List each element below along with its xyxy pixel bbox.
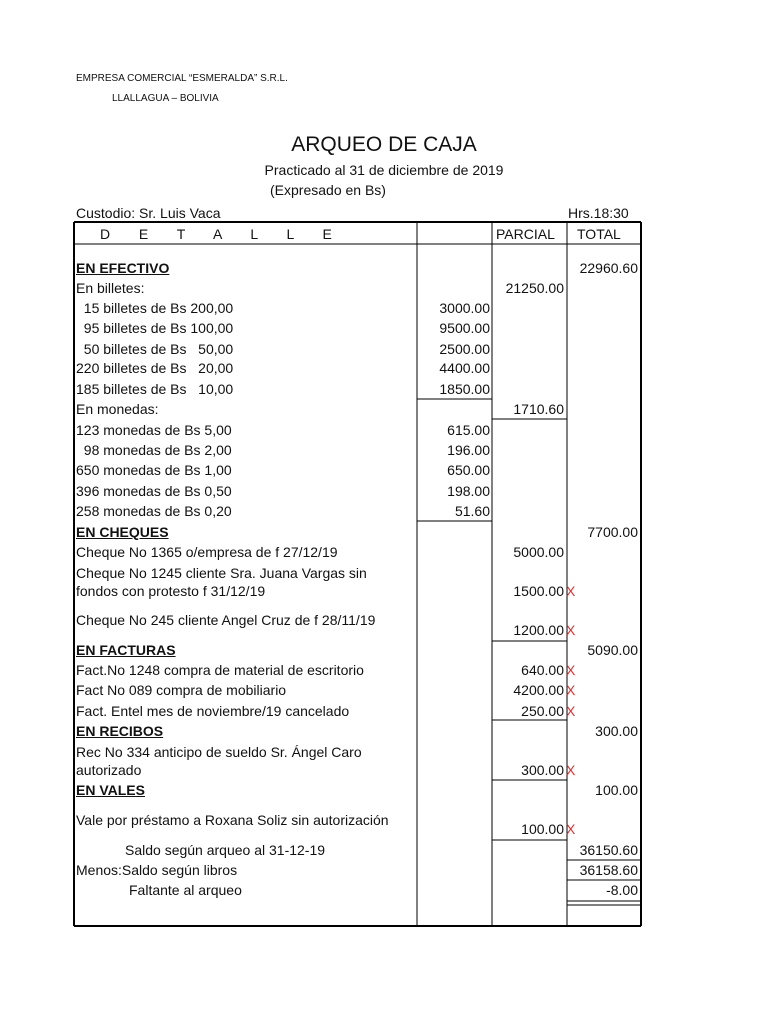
row-amount: 198.00 bbox=[447, 483, 490, 499]
column-header-parcial: PARCIAL bbox=[496, 226, 555, 242]
summary-row bbox=[0, 840, 768, 860]
row-parcial: 250.00 bbox=[521, 703, 564, 719]
summary-row bbox=[0, 860, 768, 880]
row-label: 15 billetes de Bs 200,00 bbox=[76, 300, 234, 316]
table-row bbox=[0, 399, 768, 419]
company-name: EMPRESA COMERCIAL “ESMERALDA” S.R.L. bbox=[76, 73, 288, 84]
section-total: 7700.00 bbox=[587, 524, 638, 540]
table-row bbox=[0, 742, 768, 762]
x-mark-icon: X bbox=[566, 821, 576, 837]
row-parcial: 1710.60 bbox=[513, 401, 564, 417]
x-mark-icon: X bbox=[566, 662, 576, 678]
x-mark-icon: X bbox=[566, 762, 576, 778]
section-efectivo bbox=[0, 258, 768, 278]
document-title: ARQUEO DE CAJA bbox=[291, 133, 477, 156]
section-total: 100.00 bbox=[595, 782, 638, 798]
row-parcial: 100.00 bbox=[521, 821, 564, 837]
row-amount: 3000.00 bbox=[439, 300, 490, 316]
row-label: fondos con protesto f 31/12/19 bbox=[76, 583, 266, 599]
row-total: -8.00 bbox=[606, 882, 638, 898]
table-row bbox=[0, 481, 768, 501]
row-parcial: 640.00 bbox=[521, 662, 564, 678]
row-amount: 196.00 bbox=[447, 442, 490, 458]
row-label: En monedas: bbox=[76, 401, 159, 417]
x-mark-icon: X bbox=[566, 622, 576, 638]
table-row bbox=[0, 680, 768, 700]
row-total: 36150.60 bbox=[579, 842, 638, 858]
section-vales bbox=[0, 780, 768, 800]
row-label: Fact.No 1248 compra de material de escritorio bbox=[76, 662, 364, 678]
table-row bbox=[0, 339, 768, 359]
section-recibos bbox=[0, 721, 768, 741]
summary-row bbox=[0, 880, 768, 900]
section-label: EN VALES bbox=[76, 782, 145, 798]
section-label: EN CHEQUES bbox=[76, 524, 169, 540]
table-row bbox=[0, 358, 768, 378]
row-label: Cheque No 1245 cliente Sra. Juana Vargas sin bbox=[76, 565, 367, 581]
row-label: Vale por préstamo a Roxana Soliz sin autorización bbox=[76, 812, 389, 828]
row-total: 36158.60 bbox=[579, 862, 638, 878]
row-label: Saldo según arqueo al 31-12-19 bbox=[125, 842, 326, 858]
row-label: 50 billetes de Bs 50,00 bbox=[76, 341, 234, 357]
table-row bbox=[0, 620, 768, 640]
table-row bbox=[0, 420, 768, 440]
row-amount: 51.60 bbox=[454, 503, 490, 519]
column-header-detalle: D E T A L L E bbox=[100, 226, 339, 242]
row-label: En billetes: bbox=[76, 280, 145, 296]
section-total: 300.00 bbox=[595, 723, 638, 739]
table-row bbox=[0, 701, 768, 721]
x-mark-icon: X bbox=[566, 583, 576, 599]
row-parcial: 4200.00 bbox=[513, 682, 564, 698]
row-label: 185 billetes de Bs 10,00 bbox=[76, 381, 234, 397]
section-label: EN FACTURAS bbox=[76, 642, 176, 658]
row-parcial: 1200.00 bbox=[513, 622, 564, 638]
row-label: Fact No 089 compra de mobiliario bbox=[76, 682, 287, 698]
row-parcial: 300.00 bbox=[521, 762, 564, 778]
row-label: 123 monedas de Bs 5,00 bbox=[76, 422, 232, 438]
row-label: Cheque No 1365 o/empresa de f 27/12/19 bbox=[76, 544, 338, 560]
row-label: 98 monedas de Bs 2,00 bbox=[76, 442, 232, 458]
row-label: Menos:Saldo según libros bbox=[76, 862, 238, 878]
row-label: autorizado bbox=[76, 762, 142, 778]
section-label: EN RECIBOS bbox=[76, 723, 164, 739]
table-row bbox=[0, 501, 768, 521]
row-amount: 1850.00 bbox=[439, 381, 490, 397]
row-label: Fact. Entel mes de noviembre/19 cancelado bbox=[76, 703, 350, 719]
section-facturas bbox=[0, 640, 768, 660]
currency-note: (Expresado en Bs) bbox=[270, 182, 386, 198]
table-row bbox=[0, 440, 768, 460]
table-row bbox=[0, 581, 768, 601]
row-label: Cheque No 245 cliente Angel Cruz de f 28/11/19 bbox=[76, 612, 376, 628]
x-mark-icon: X bbox=[566, 682, 576, 698]
section-total: 22960.60 bbox=[579, 260, 638, 276]
section-total: 5090.00 bbox=[587, 642, 638, 658]
row-label: 95 billetes de Bs 100,00 bbox=[76, 320, 234, 336]
row-amount: 2500.00 bbox=[439, 341, 490, 357]
company-city: LLALLAGUA – BOLIVIA bbox=[112, 93, 219, 104]
row-parcial: 1500.00 bbox=[513, 583, 564, 599]
custodian: Custodio: Sr. Luis Vaca bbox=[76, 205, 221, 221]
row-parcial: 21250.00 bbox=[505, 280, 564, 296]
table-row bbox=[0, 298, 768, 318]
row-label: 650 monedas de Bs 1,00 bbox=[76, 462, 232, 478]
section-label: EN EFECTIVO bbox=[76, 260, 170, 276]
column-header-total: TOTAL bbox=[577, 226, 621, 242]
document-subtitle: Practicado al 31 de diciembre de 2019 bbox=[264, 162, 504, 178]
row-label: 220 billetes de Bs 20,00 bbox=[76, 360, 234, 376]
row-label: 258 monedas de Bs 0,20 bbox=[76, 503, 232, 519]
time-stamp: Hrs.18:30 bbox=[568, 205, 629, 221]
section-cheques bbox=[0, 522, 768, 542]
row-label: 396 monedas de Bs 0,50 bbox=[76, 483, 232, 499]
row-label: Faltante al arqueo bbox=[129, 882, 242, 898]
table-row bbox=[0, 379, 768, 399]
row-label: Rec No 334 anticipo de sueldo Sr. Ángel Caro bbox=[76, 744, 362, 760]
row-amount: 4400.00 bbox=[439, 360, 490, 376]
row-amount: 615.00 bbox=[447, 422, 490, 438]
table-row bbox=[0, 819, 768, 839]
table-row bbox=[0, 760, 768, 780]
table-row bbox=[0, 542, 768, 562]
x-mark-icon: X bbox=[566, 703, 576, 719]
table-row bbox=[0, 278, 768, 298]
row-amount: 9500.00 bbox=[439, 320, 490, 336]
row-parcial: 5000.00 bbox=[513, 544, 564, 560]
table-row bbox=[0, 318, 768, 338]
row-amount: 650.00 bbox=[447, 462, 490, 478]
table-row bbox=[0, 660, 768, 680]
table-row bbox=[0, 563, 768, 583]
table-row bbox=[0, 460, 768, 480]
